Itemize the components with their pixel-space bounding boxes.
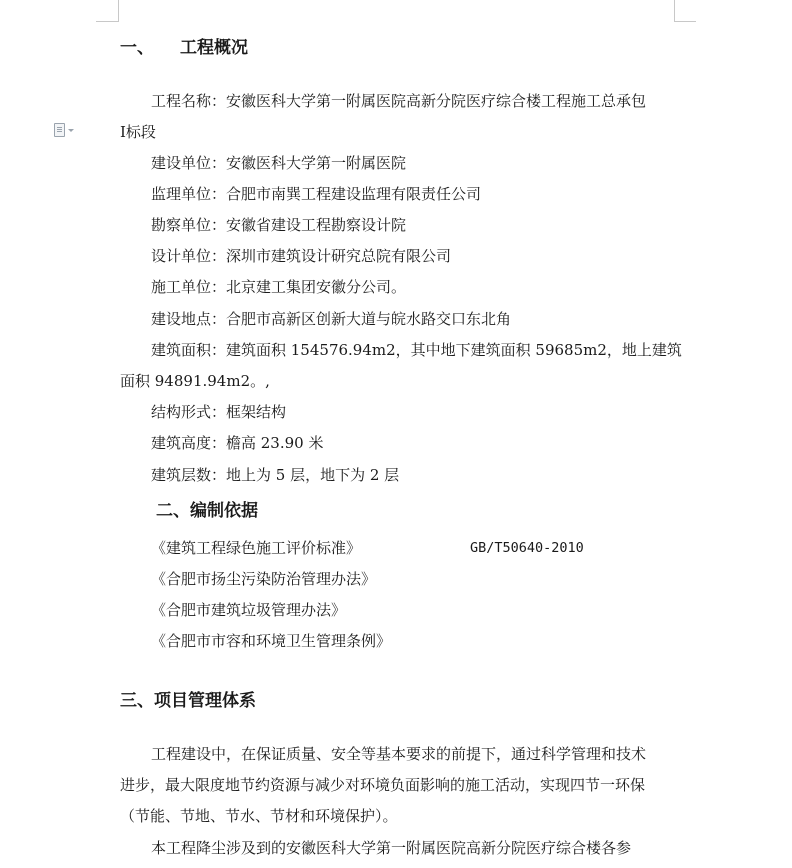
para1-line3: （节能、节地、节水、节材和环境保护）。 [120, 807, 398, 825]
supervisor-line: 监理单位：合肥市南巽工程建设监理有限责任公司 [151, 185, 482, 203]
page-corner-mark-left [118, 0, 119, 22]
surveyor-line: 勘察单位：安徽省建设工程勘察设计院 [151, 216, 407, 234]
section1-number: 一、 [120, 38, 154, 58]
section2-title: 二、编制依据 [156, 501, 258, 521]
section1-title: 工程概况 [180, 38, 248, 58]
basis-item-2: 《合肥市扬尘污染防治管理办法》 [151, 570, 377, 588]
height-line: 建筑高度：檐高 23.90 米 [151, 434, 324, 452]
structure-line: 结构形式：框架结构 [151, 403, 287, 421]
floors-line: 建筑层数：地上为 5 层，地下为 2 层 [151, 466, 400, 484]
basis-item-3: 《合肥市建筑垃圾管理办法》 [151, 601, 347, 619]
basis-item-code: GB/T50640-2010 [470, 540, 584, 556]
basis-item-name: 《建筑工程绿色施工评价标准》 [151, 539, 362, 557]
basis-item-1 [151, 538, 361, 558]
project-name-line1: 工程名称：安徽医科大学第一附属医院高新分院医疗综合楼工程施工总承包 [151, 92, 647, 110]
designer-line: 设计单位：深圳市建筑设计研究总院有限公司 [151, 247, 452, 265]
project-name-line2: Ⅰ标段 [120, 123, 156, 141]
page-corner-mark-right [674, 0, 675, 22]
owner-line: 建设单位：安徽医科大学第一附属医院 [151, 154, 407, 172]
page-glyph [54, 123, 65, 137]
document-icon[interactable] [54, 123, 80, 137]
para1-line1: 工程建设中，在保证质量、安全等基本要求的前提下，通过科学管理和技术 [151, 745, 647, 763]
section1-heading [120, 38, 248, 58]
chevron-down-icon [68, 129, 74, 132]
location-line: 建设地点：合肥市高新区创新大道与皖水路交口东北角 [151, 310, 512, 328]
para2-line1: 本工程降尘涉及到的安徽医科大学第一附属医院高新分院医疗综合楼各参 [151, 839, 632, 857]
area-line1: 建筑面积：建筑面积 154576.94m2，其中地下建筑面积 59685m2，地上建筑 [151, 341, 682, 359]
para1-line2: 进步，最大限度地节约资源与减少对环境负面影响的施工活动，实现四节一环保 [120, 776, 646, 794]
section3-title: 三、项目管理体系 [120, 691, 256, 711]
area-line2: 面积 94891.94m2。, [120, 372, 270, 390]
basis-item-4: 《合肥市市容和环境卫生管理条例》 [151, 632, 392, 650]
contractor-line: 施工单位：北京建工集团安徽分公司。 [151, 278, 407, 296]
